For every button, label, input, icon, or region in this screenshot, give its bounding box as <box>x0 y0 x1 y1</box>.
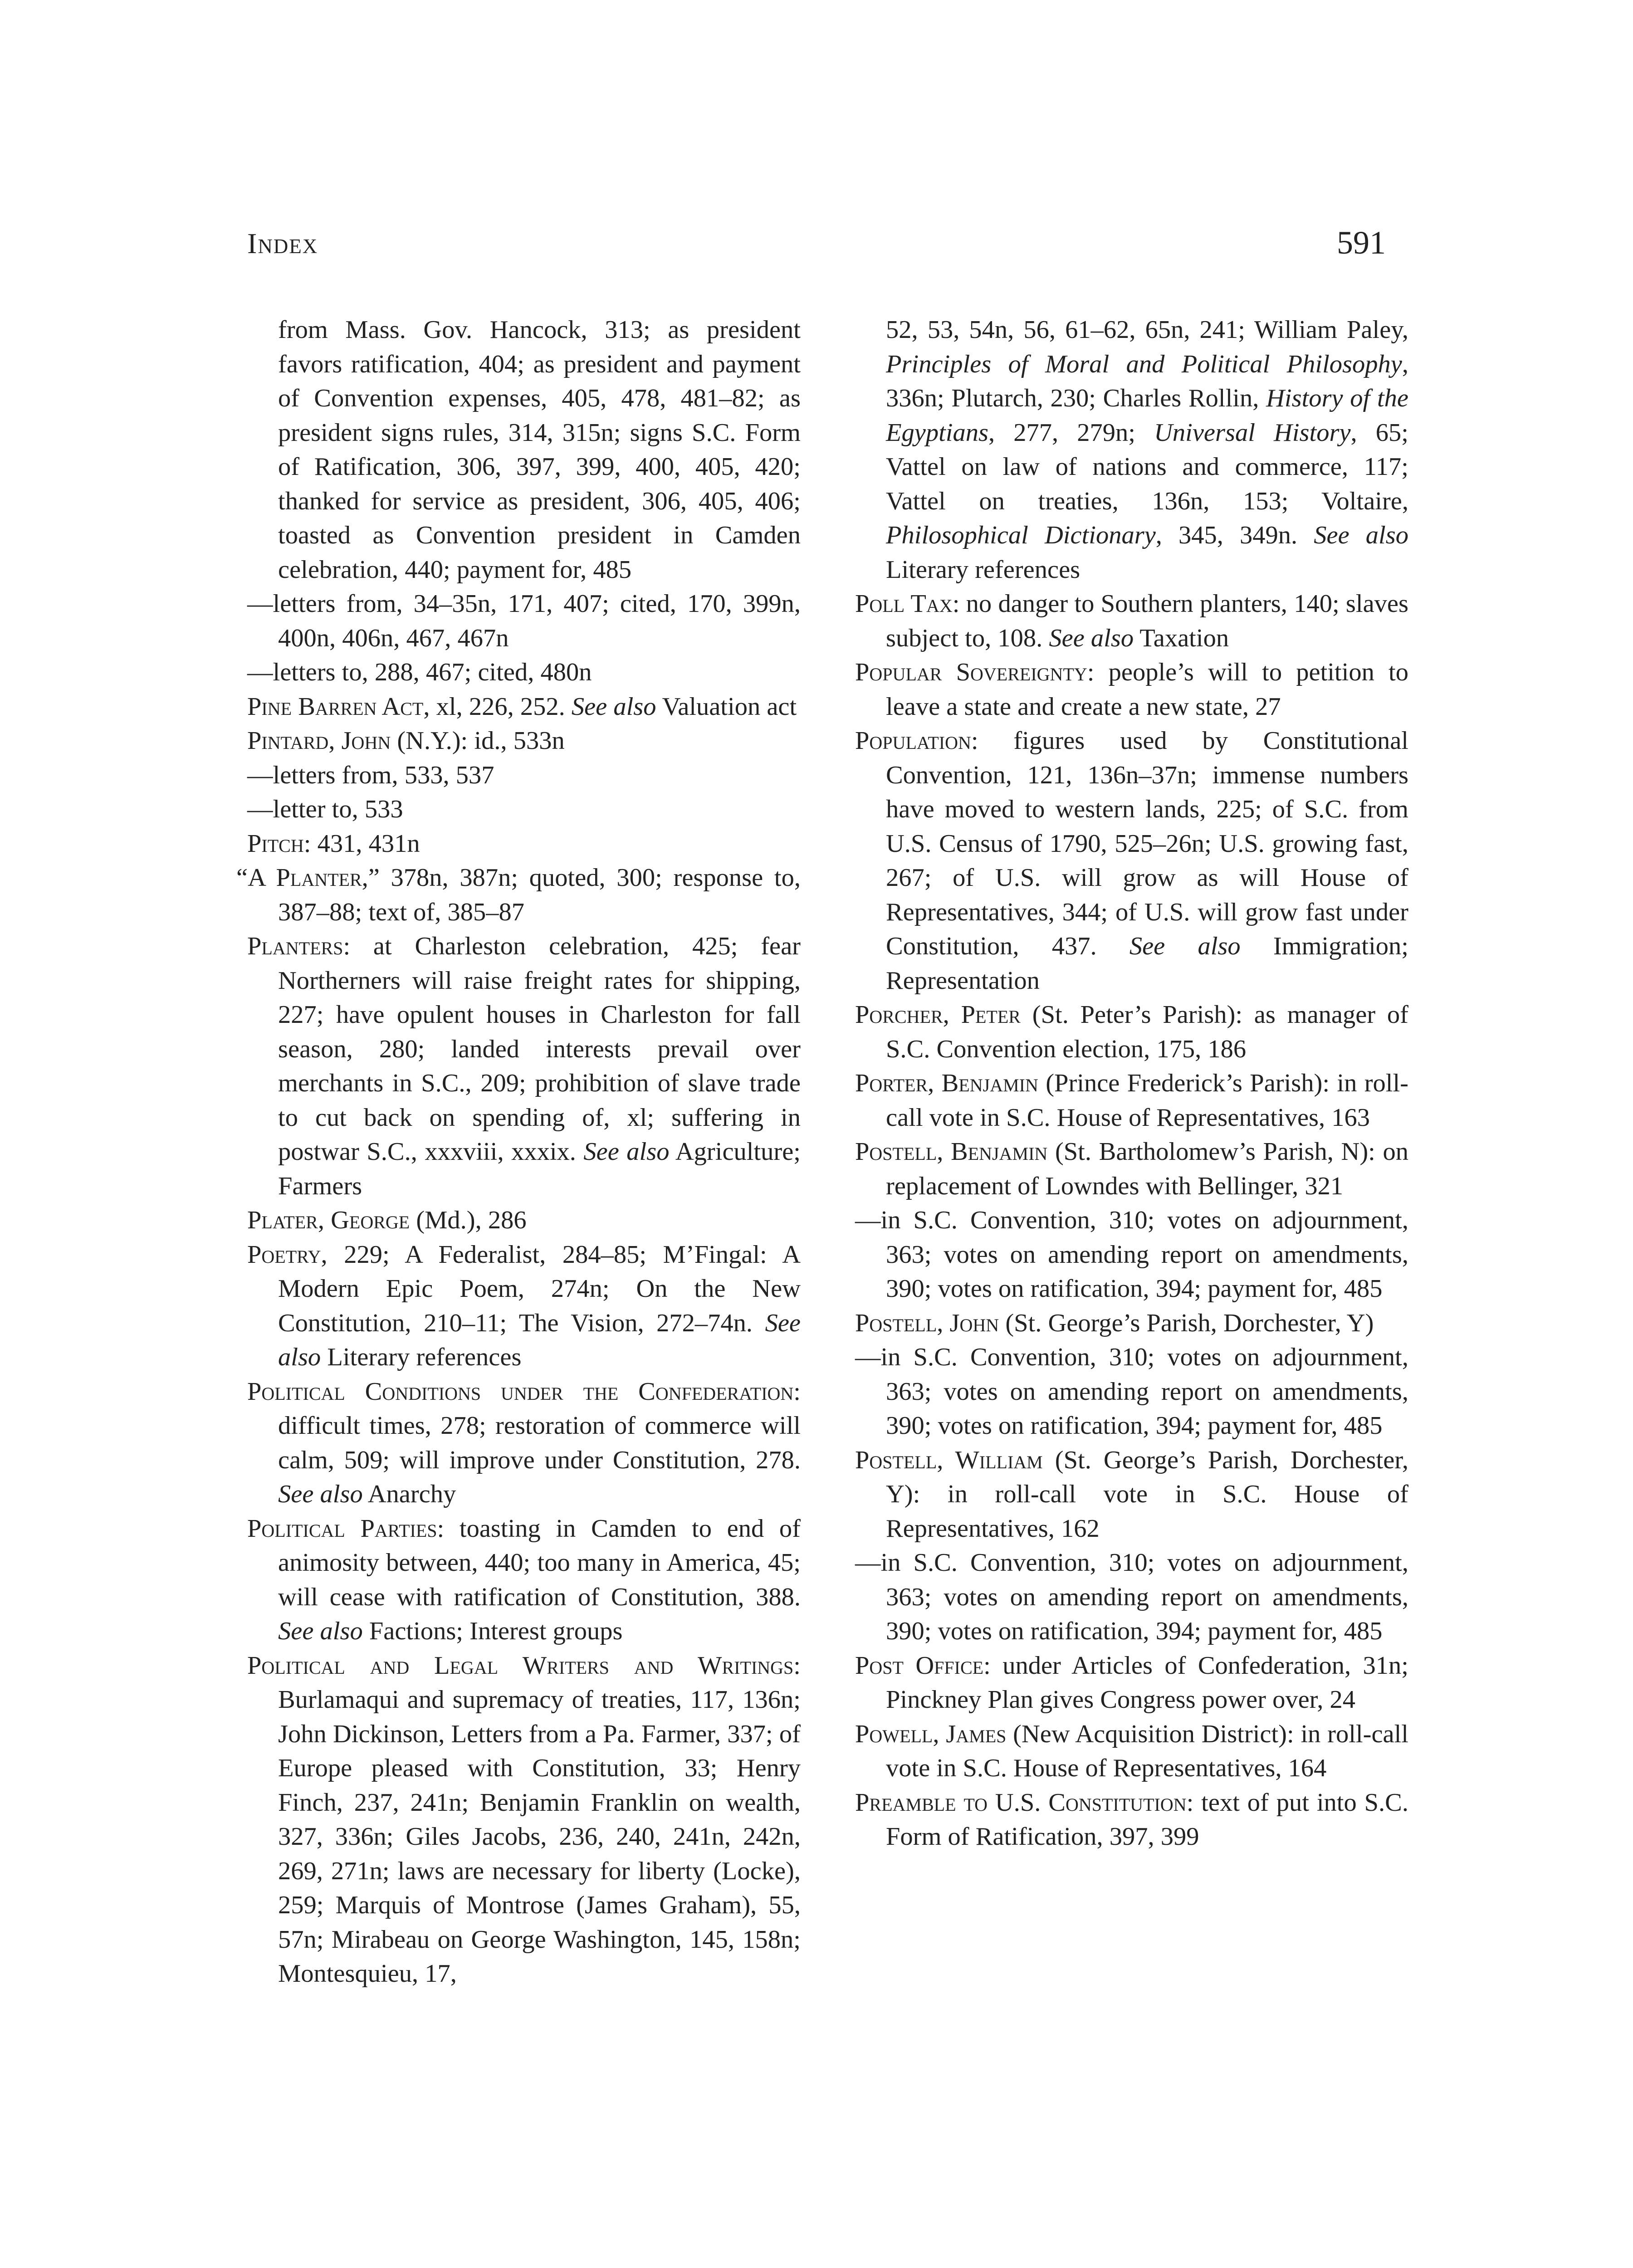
entry-text: , 277, 279n; <box>988 418 1154 447</box>
see-also: See also <box>278 1309 801 1371</box>
entry-heading: Poll Tax <box>855 590 953 618</box>
running-title: Index <box>247 227 318 259</box>
index-entry <box>855 655 1408 724</box>
entry-heading: Planter <box>276 864 362 892</box>
entry-text: : difficult times, 278; restoration of commerce will calm, 509; will improve under Constitution, 278. <box>278 1377 801 1474</box>
index-subentry <box>247 758 801 793</box>
see-also: See also <box>583 1138 670 1166</box>
entry-text: Factions; Interest groups <box>362 1617 623 1645</box>
entry-heading: Pitch <box>247 829 304 858</box>
index-entry <box>855 998 1408 1066</box>
entry-text: , 336n; Plutarch, 230; Charles Rollin, <box>886 350 1408 412</box>
index-entry <box>855 1443 1408 1546</box>
entry-text: , 345, 349n. <box>1155 521 1314 549</box>
entry-text: —in S.C. Convention, 310; votes on adjournment, 363; votes on amending report on amendments, 390; votes on ratification, 394; payment for, 485 <box>855 1343 1408 1440</box>
index-entry <box>855 1786 1408 1854</box>
index-entry <box>247 690 801 724</box>
entry-text: ,” 378n, 387n; quoted, 300; response to, 387–88; text of, 385–87 <box>278 864 801 926</box>
index-entry-continuation <box>247 313 801 587</box>
entry-text: —in S.C. Convention, 310; votes on adjournment, 363; votes on amending report on amendments, 390; votes on ratification, 394; payment for, 485 <box>855 1206 1408 1303</box>
entry-heading: Postell, Benjamin <box>855 1138 1048 1166</box>
entry-text: Taxation <box>1134 624 1229 652</box>
entry-text: Literary references <box>321 1343 522 1371</box>
entry-text: (Prince Frederick’s Parish): in roll-call vote in S.C. House of Representatives, 163 <box>886 1069 1408 1132</box>
see-also: See also <box>278 1480 363 1508</box>
entry-heading: Preamble to U.S. Constitution <box>855 1788 1187 1817</box>
left-column <box>236 313 801 1991</box>
entry-text: —letter to, 533 <box>247 795 403 823</box>
entry-text: from Mass. Gov. Hancock, 313; as president favors ratification, 404; as president and payment of Convention expenses, 405, 478, 481–82; as president signs rules, 314, 315n; signs S.C. Form of Ratification, 306, 397, 399, 400, 405, 420; thanked for service as president, 306, 405, 406; toasted as Convention president in Camden celebration, 440; payment for, 485 <box>278 316 801 584</box>
book-title: Universal History <box>1154 418 1351 447</box>
entry-heading: Popular Sovereignty <box>855 658 1087 686</box>
index-entry <box>247 1238 801 1375</box>
entry-text: (Md.), 286 <box>410 1206 527 1234</box>
entry-heading: Political Conditions under the Confederation <box>247 1377 794 1406</box>
see-also: See also <box>1049 624 1134 652</box>
entry-text: : under Articles of Confederation, 31n; Pinckney Plan gives Congress power over, 24 <box>886 1651 1409 1714</box>
entry-heading: Political Parties <box>247 1514 437 1543</box>
entry-heading: Planters <box>247 932 343 960</box>
book-title: Principles of Moral and Political Philosophy <box>886 350 1402 378</box>
entry-heading: Population <box>855 727 971 755</box>
index-entry <box>855 1306 1408 1341</box>
index-entry <box>855 587 1408 655</box>
right-column <box>855 313 1408 1854</box>
entry-text: Agriculture; Farmers <box>278 1138 801 1200</box>
entry-text: —letters from, 533, 537 <box>247 761 494 789</box>
entry-heading: Porcher, Peter <box>855 1001 1021 1029</box>
index-entry <box>247 1512 801 1649</box>
entry-text: : toasting in Camden to end of animosity between, 440; too many in America, 45; will cease with ratification of Constitution, 388. <box>278 1514 801 1611</box>
index-entry <box>247 724 801 758</box>
entry-text: (New Acquisition District): in roll-call vote in S.C. House of Representatives, 164 <box>886 1720 1408 1782</box>
index-entry <box>247 929 801 1203</box>
entry-heading: Powell, James <box>855 1720 1007 1748</box>
entry-text: : Burlamaqui and supremacy of treaties, 117, 136n; John Dickinson, Letters from a Pa. Farmer, 337; of Europe pleased with Constitution, 33; Henry Finch, 237, 241n; Benjamin Franklin on wealth, 327, 336n; Giles Jacobs, 236, 240, 241n, 242n, 269, 271n; laws are necessary for liberty (Locke), 259; Marquis of Montrose (James Graham), 55, 57n; Mirabeau on George Washington, 145, 158n; Montesquieu, 17, <box>278 1651 801 1988</box>
index-entry <box>247 1649 801 1991</box>
page-number: 591 <box>1337 225 1386 261</box>
entry-heading: Political and Legal Writers and Writings <box>247 1651 794 1680</box>
see-also: See also <box>571 692 656 721</box>
entry-text: “A <box>236 864 276 892</box>
index-entry <box>236 861 801 929</box>
index-subentry <box>855 1546 1408 1649</box>
entry-text: —letters to, 288, 467; cited, 480n <box>247 658 592 686</box>
see-also: See also <box>1129 932 1241 960</box>
see-also: See also <box>1314 521 1408 549</box>
entry-text: : people’s will to petition to leave a state and create a new state, 27 <box>886 658 1408 721</box>
entry-text: (St. Bartholomew’s Parish, N): on replacement of Lowndes with Bellinger, 321 <box>886 1138 1408 1200</box>
entry-text: , 65; Vattel on law of nations and commerce, 117; Vattel on treaties, 136n, 153; Voltaire, <box>886 418 1409 515</box>
entry-text: —in S.C. Convention, 310; votes on adjournment, 363; votes on amending report on amendments, 390; votes on ratification, 394; payment for, 485 <box>855 1549 1408 1645</box>
entry-text: (St. George’s Parish, Dorchester, Y) <box>999 1309 1374 1337</box>
entry-heading: Poetry <box>247 1240 321 1269</box>
index-subentry <box>855 1340 1408 1443</box>
index-entry <box>855 724 1408 998</box>
entry-text: Literary references <box>886 555 1081 584</box>
index-subentry <box>855 1203 1408 1306</box>
entry-text: Anarchy <box>362 1480 456 1508</box>
book-title: History of the Egyptians <box>886 384 1408 447</box>
index-subentry <box>247 587 801 655</box>
running-head <box>247 227 1386 281</box>
index-entry <box>855 1649 1408 1717</box>
index-subentry <box>247 792 801 827</box>
entry-text: (N.Y.): id., 533n <box>391 727 565 755</box>
entry-text: Valuation act <box>656 692 797 721</box>
entry-text: : 431, 431n <box>303 829 420 858</box>
entry-heading: Postell, John <box>855 1309 999 1337</box>
entry-text: : figures used by Constitutional Convention, 121, 136n–37n; immense numbers have moved to western lands, 225; of S.C. from U.S. Census of 1790, 525–26n; U.S. growing fast, 267; of U.S. will grow as will House of Representatives, 344; of U.S. will grow fast under Constitution, 437. <box>886 727 1408 960</box>
entry-heading: Postell, William <box>855 1446 1043 1474</box>
index-entry-continuation <box>855 313 1408 587</box>
entry-heading: Pintard, John <box>247 727 391 755</box>
index-entry <box>855 1066 1408 1135</box>
entry-text: (St. George’s Parish, Dorchester, Y): in roll-call vote in S.C. House of Representatives, 162 <box>886 1446 1408 1543</box>
entry-text: (St. Peter’s Parish): as manager of S.C. Convention election, 175, 186 <box>886 1001 1408 1063</box>
entry-text: —letters from, 34–35n, 171, 407; cited, 170, 399n, 400n, 406n, 467, 467n <box>247 590 801 652</box>
entry-text: : at Charleston celebration, 425; fear Northerners will raise freight rates for shipping, 227; have opulent houses in Charleston for fall season, 280; landed interests prevail over merchants in S.C., 209; prohibition of slave trade to cut back on spending of, xl; suffering in postwar S.C., xxxviii, xxxix. <box>278 932 801 1166</box>
entry-heading: Pine Barren Act <box>247 692 424 721</box>
index-subentry <box>247 655 801 690</box>
entry-text: Immigration; Representation <box>886 932 1408 995</box>
entry-heading: Plater, George <box>247 1206 410 1234</box>
entry-heading: Porter, Benjamin <box>855 1069 1038 1097</box>
index-entry <box>247 1375 801 1512</box>
index-entry <box>855 1135 1408 1203</box>
entry-text: : no danger to Southern planters, 140; slaves subject to, 108. <box>886 590 1408 652</box>
entry-text: 52, 53, 54n, 56, 61–62, 65n, 241; William Paley, <box>886 316 1408 344</box>
entry-text: , xl, 226, 252. <box>423 692 572 721</box>
entry-text: : text of put into S.C. Form of Ratification, 397, 399 <box>886 1788 1408 1851</box>
see-also: See also <box>278 1617 363 1645</box>
book-title: Philosophical Dictionary <box>886 521 1156 549</box>
index-entry <box>247 827 801 861</box>
entry-text: , 229; A Federalist, 284–85; M’Fingal: A Modern Epic Poem, 274n; On the New Constitution, 210–11; The Vision, 272–74n. <box>278 1240 801 1337</box>
index-entry <box>247 1203 801 1238</box>
index-entry <box>855 1717 1408 1786</box>
entry-heading: Post Office <box>855 1651 984 1680</box>
